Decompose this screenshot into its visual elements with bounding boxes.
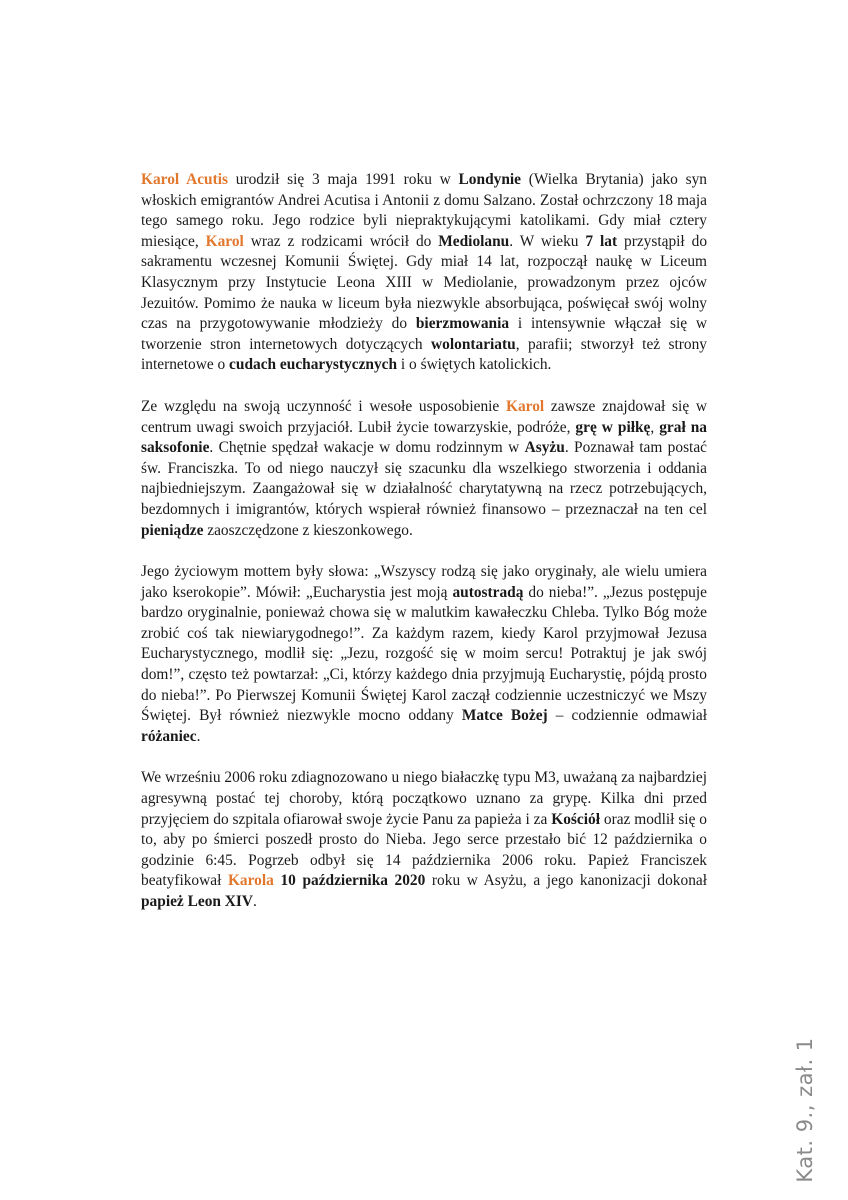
bold-phrase: cudach eucharystycznych [229, 356, 398, 374]
paragraph-biography-intro [141, 170, 707, 376]
text-segment: Ze względu na swoją uczynność i wesołe usposobienie [141, 397, 506, 415]
highlighted-name: Karol Acutis [141, 171, 229, 188]
text-segment: . [196, 727, 201, 745]
text-segment: wraz z rodzicami wrócił do [243, 232, 439, 250]
bold-phrase: grał na saksofonie [141, 418, 707, 457]
text-segment: i o świętych katolickich. [397, 356, 552, 374]
bold-phrase: 7 lat [585, 232, 618, 250]
text-segment: Jego życiowym mottem były słowa: „Wszyscy rodzą się jako oryginały, ale wielu umiera jako kserokopie”. Mówił: „Eucharystia jest moją [141, 563, 707, 601]
text-segment: zaoszczędzone z kieszonkowego. [203, 521, 413, 539]
bold-phrase: Kościół [551, 810, 600, 828]
bold-phrase: różaniec [141, 727, 197, 745]
bold-phrase: Matce Bożej [461, 707, 548, 725]
text-segment: , [650, 418, 660, 436]
bold-phrase: autostradą [452, 583, 524, 601]
text-segment: oraz modlił się o to, aby po śmierci poszedł prosto do Nieba. Jego serce przestało bić 12 października o godzinie 6:45. Pogrzeb odbył się 14 października 2006 roku. Papież Franciszek beatyfikował [141, 810, 707, 890]
bold-phrase: bierzmowania [415, 315, 510, 333]
bold-phrase: papież Leon XIV [141, 893, 254, 910]
bold-phrase: Mediolanu [438, 232, 510, 250]
text-segment: do nieba!”. „Jezus postępuje bardzo oryginalnie, ponieważ chowa się w malutkim kawałeczku Chleba. Tylko Bóg może zrobić coś tak niewiarygodnego!”. Za każdym razem, kiedy Karol przyjmował Jezusa Eucharystycznego, modlił się: „Jezu, rozgość się w moim sercu! Potraktuj je jak swój dom!”, często też powtarzał: „Ci, którzy każdego dnia przyjmują Eucharystię, pójdą prosto do nieba!”. Po Pierwszej Komunii Świętej Karol zaczął codziennie uczestniczyć we Mszy Świętej. Był również niezwykle mocno oddany [141, 583, 707, 725]
text-segment: . W wieku [509, 232, 586, 250]
text-segment: przystąpił do sakramentu wczesnej Komunii Świętej. Gdy miał 14 lat, rozpoczął naukę w Liceum Klasycznym przy Instytucie Leona XIII w Mediolanie, prowadzonym przez ojców Jezuitów. Pomimo że nauka w liceum była niezwykle absorbująca, poświęcał swój wolny czas na przygotowywanie młodzieży do [141, 232, 708, 333]
highlighted-name: Karol [505, 397, 545, 415]
bold-phrase: Asyżu [524, 439, 565, 457]
text-segment: (Wielka Brytania) jako syn włoskich emigrantów Andrei Acutisa i Antonii z domu Salzano. Został ochrzczony 18 maja tego samego roku. Jego rodzice byli niepraktykującymi katolikami. Gdy miał cztery miesiące, [141, 171, 708, 250]
highlighted-name: Karola [227, 872, 274, 890]
bold-phrase: wolontariatu [431, 335, 516, 353]
paragraph-motto-eucharist [141, 562, 707, 747]
paragraph-illness-canonization [141, 768, 707, 912]
paragraph-character-hobbies [141, 397, 707, 541]
text-segment: We wrześniu 2006 roku zdiagnozowano u niego białaczkę typu M3, uważaną za najbardziej agresywną postać tej choroby, którą początkowo uznano za grypę. Kilka dni przed przyjęciem do szpitala ofiarował swoje życie Panu za papieża i za [141, 769, 707, 828]
text-segment: , parafii; stworzył też strony internetowe o [141, 335, 708, 374]
text-segment: . [253, 893, 257, 910]
text-segment: zawsze znajdował się w centrum uwagi swoich przyjaciół. Lubił życie towarzyskie, podróże, [141, 397, 707, 436]
bold-phrase: pieniądze [141, 521, 204, 539]
text-segment: i intensywnie włączał się w tworzenie stron internetowych dotyczących [141, 315, 707, 353]
text-segment: . Chętnie spędzał wakacje w domu rodzinnym w [209, 439, 525, 457]
text-segment: urodził się 3 maja 1991 roku w [228, 171, 459, 188]
catalog-reference-label: Kat. 9., zał. 1 [793, 1037, 817, 1183]
text-segment: . Poznawał tam postać św. Franciszka. To od niego nauczył się szacunku dla wszelkiego stworzenia i oddania najbiedniejszym. Zaangażował się w działalność charytatywną na rzecz potrzebujących, bezdomnych i imigrantów, których wspierał również finansowo – przeznaczał na ten cel [141, 439, 707, 518]
text-segment: roku w Asyżu, a jego kanonizacji dokonał [425, 872, 707, 890]
article-body [141, 170, 707, 934]
text-segment: – codziennie odmawiał [547, 707, 707, 725]
bold-phrase: Londynie [458, 171, 521, 188]
bold-phrase: 10 października 2020 [280, 872, 426, 890]
bold-phrase: grę w piłkę [575, 418, 651, 436]
highlighted-name: Karol [205, 232, 244, 250]
